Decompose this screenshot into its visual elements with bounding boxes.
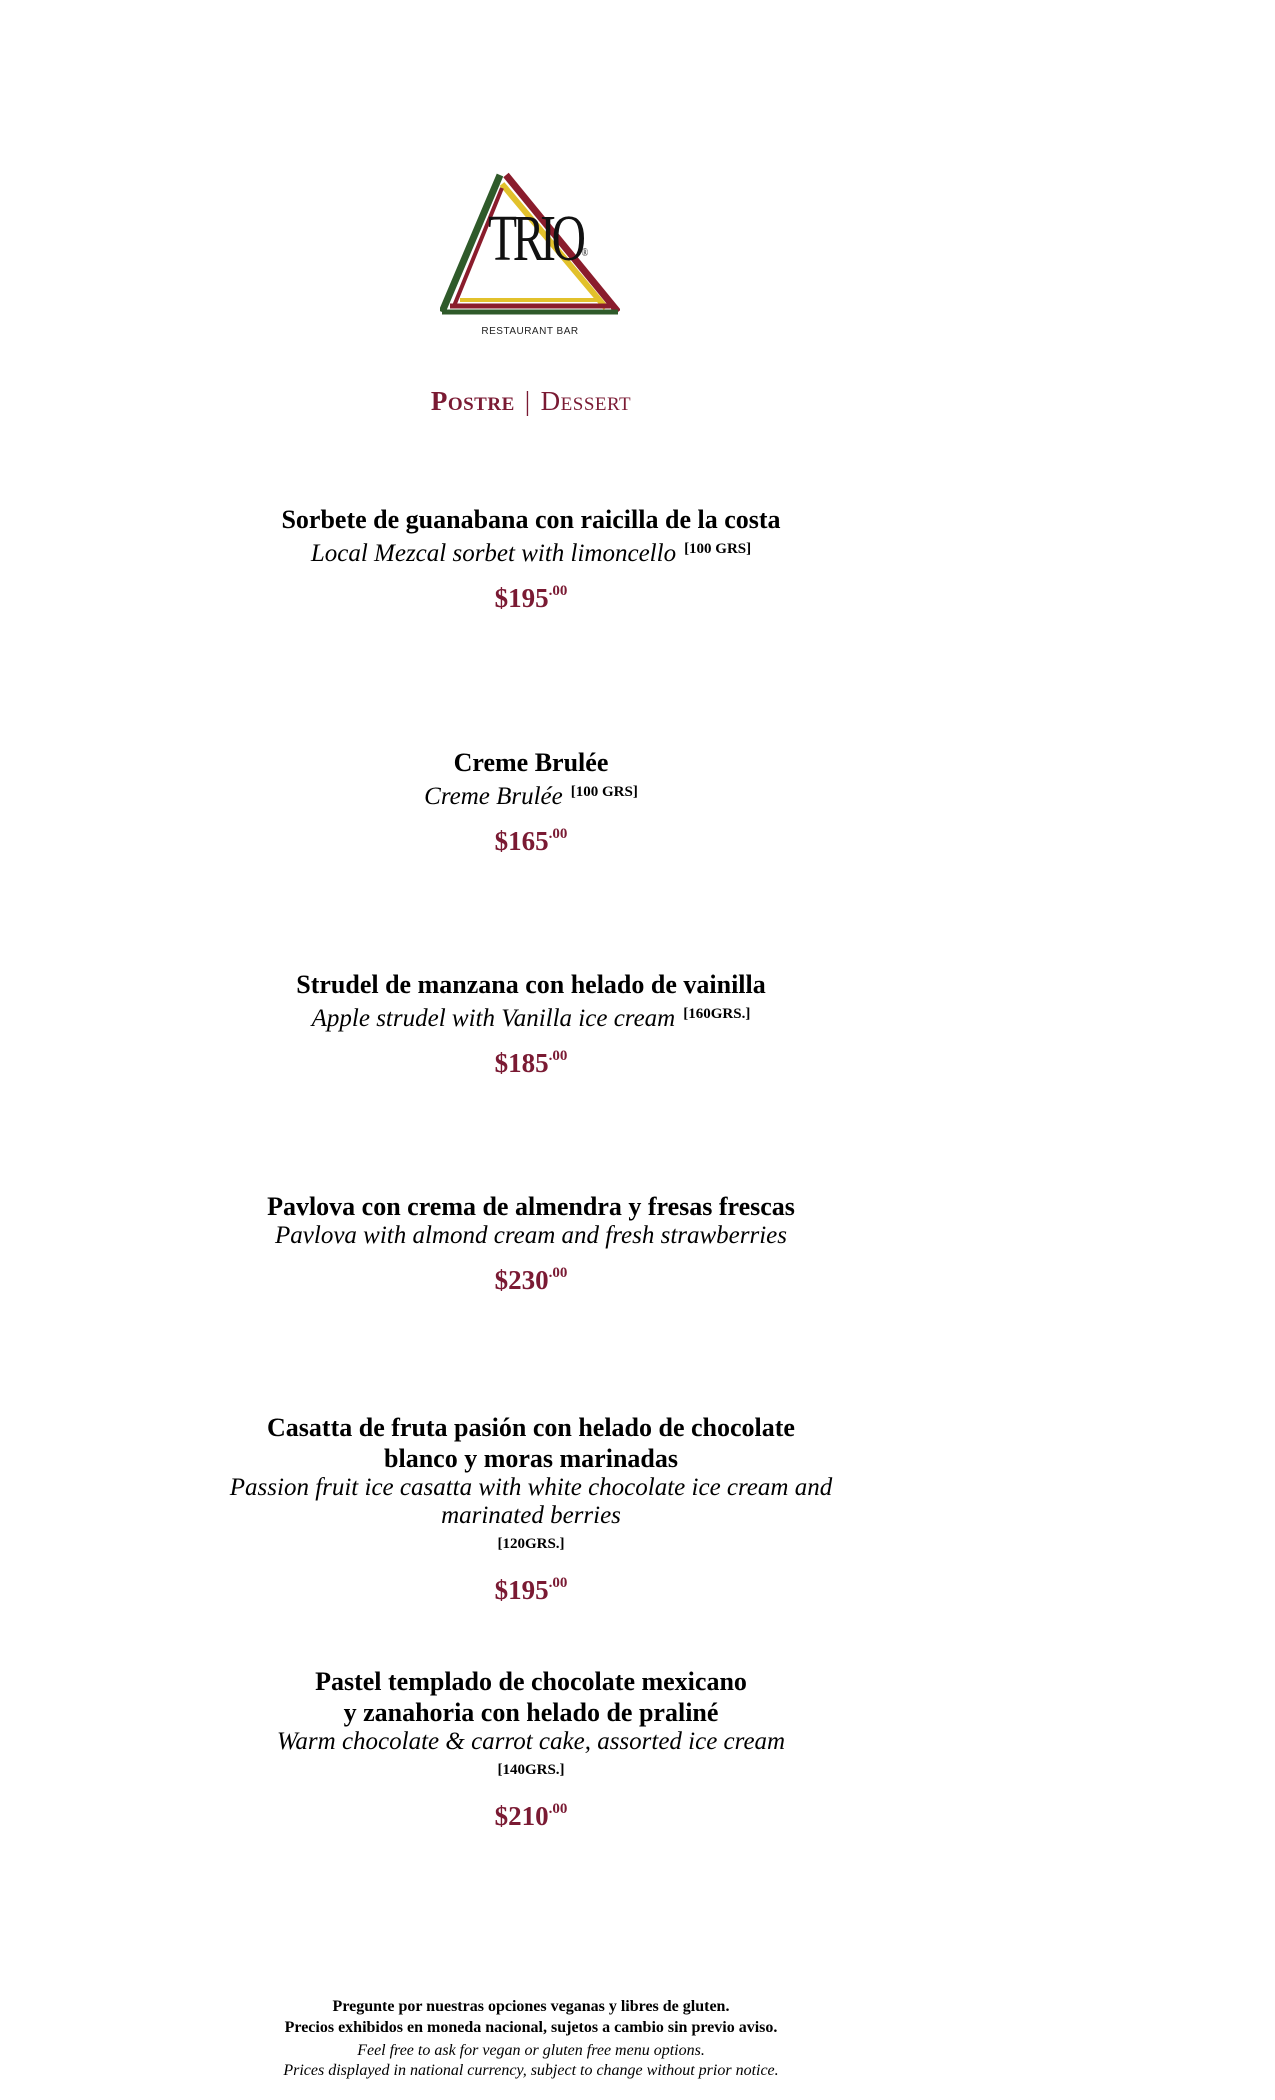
registered-mark: ®	[581, 245, 589, 259]
item-weight: [160GRS.]	[683, 1006, 751, 1022]
item-name-en: Local Mezcal sorbet with limoncello	[310, 540, 677, 567]
item-weight: [100 GRS]	[684, 541, 752, 557]
item-price: $185	[494, 1048, 549, 1078]
item-name-es: Creme Brulée	[453, 748, 609, 777]
menu-item	[0, 1191, 1062, 1295]
item-name-es-line2: y zanahoria con helado de praliné	[343, 1698, 719, 1727]
item-name-es-line1: Pastel templado de chocolate mexicano	[315, 1667, 747, 1696]
item-weight: [100 GRS]	[570, 784, 638, 800]
item-price: $210	[494, 1801, 549, 1831]
menu-item	[0, 969, 1062, 1078]
menu-item	[0, 747, 1062, 856]
footer-notes	[0, 1996, 1062, 2081]
item-weight: [120GRS.]	[497, 1536, 565, 1552]
item-weight: [140GRS.]	[497, 1762, 565, 1778]
menu-item	[0, 1412, 1062, 1605]
item-name-es: Sorbete de guanabana con raicilla de la costa	[281, 505, 781, 534]
item-price: $195	[494, 1575, 549, 1605]
item-price: $165	[494, 826, 549, 856]
item-price-cents: .00	[548, 1048, 568, 1064]
item-price: $230	[494, 1265, 549, 1295]
footer-line1-es: Pregunte por nuestras opciones veganas y libres de gluten.	[332, 1998, 730, 2015]
item-price-cents: .00	[548, 1801, 568, 1817]
trio-logo	[440, 170, 620, 345]
item-name-es-line1: Casatta de fruta pasión con helado de chocolate	[267, 1413, 795, 1442]
section-heading	[0, 386, 1062, 417]
logo-tagline: RESTAURANT BAR	[481, 326, 579, 337]
item-name-en: Pavlova with almond cream and fresh strawberries	[275, 1222, 787, 1249]
menu-item	[0, 504, 1062, 613]
item-price-cents: .00	[548, 583, 568, 599]
item-name-en-line1: Passion fruit ice casatta with white chocolate ice cream and	[229, 1474, 833, 1501]
item-name-en-line2: marinated berries	[441, 1502, 621, 1529]
item-price-cents: .00	[548, 1265, 568, 1281]
logo-wordmark: TRIO	[488, 202, 582, 275]
section-title-es: Postre	[430, 386, 515, 416]
footer-line2-es: Precios exhibidos en moneda nacional, sujetos a cambio sin previo aviso.	[284, 2019, 778, 2036]
section-separator: |	[524, 386, 531, 416]
item-name-es: Strudel de manzana con helado de vainilla	[296, 970, 766, 999]
item-name-es-line2: blanco y moras marinadas	[384, 1444, 678, 1473]
item-price-cents: .00	[548, 826, 568, 842]
footer-line2-en: Prices displayed in national currency, subject to change without prior notice.	[283, 2062, 779, 2079]
item-name-es: Pavlova con crema de almendra y fresas frescas	[267, 1192, 795, 1221]
item-price: $195	[494, 583, 549, 613]
footer-line1-en: Feel free to ask for vegan or gluten free menu options.	[357, 2042, 705, 2059]
item-name-en: Warm chocolate & carrot cake, assorted ice cream	[276, 1728, 786, 1755]
item-price-cents: .00	[548, 1575, 568, 1591]
section-title-en: Dessert	[540, 386, 632, 416]
menu-item	[0, 1666, 1062, 1831]
item-name-en: Creme Brulée	[424, 783, 563, 810]
item-name-en: Apple strudel with Vanilla ice cream	[311, 1005, 676, 1032]
